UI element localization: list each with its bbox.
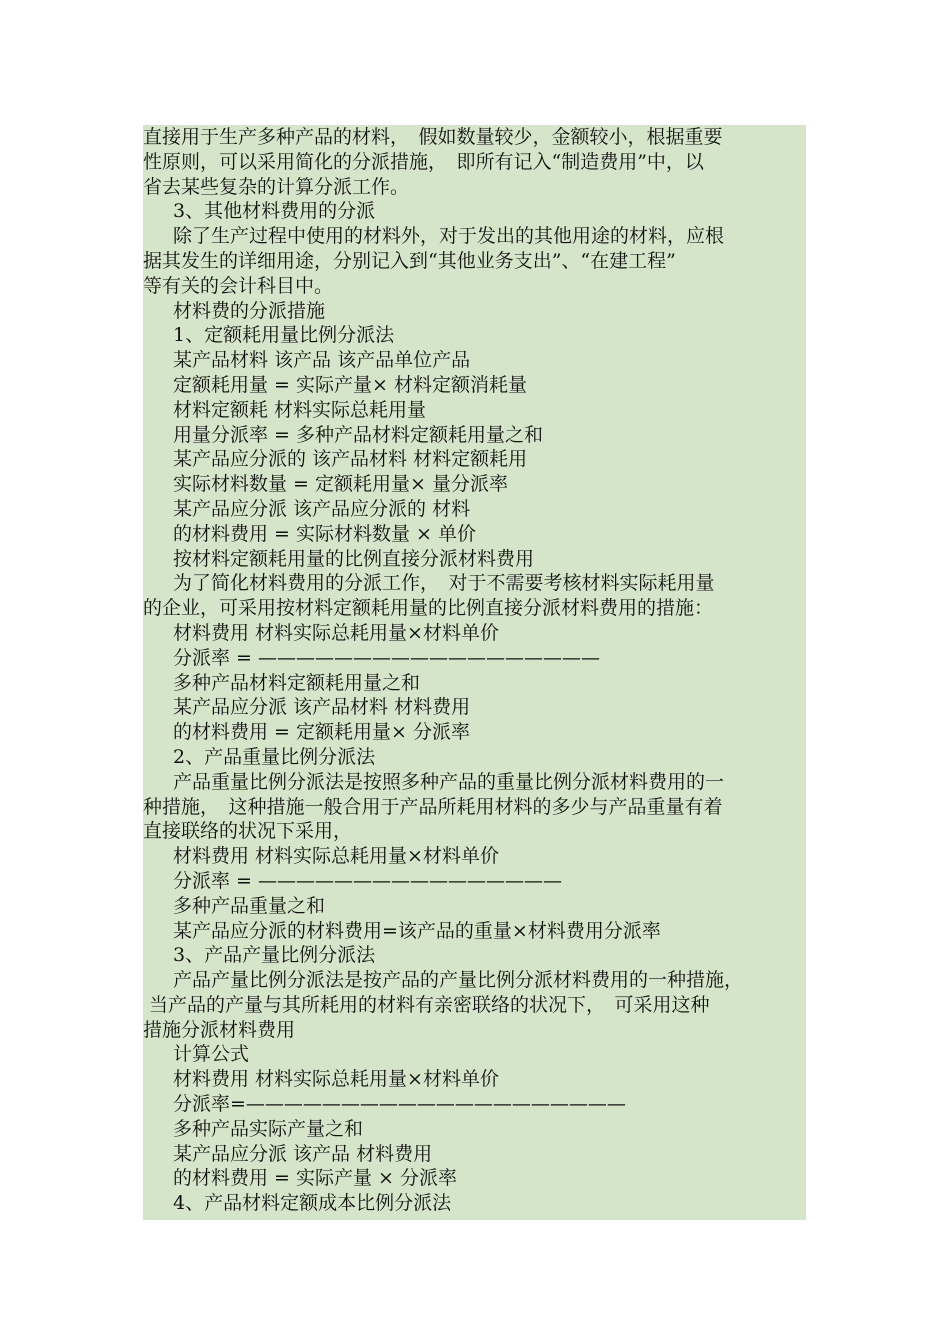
text-line: 定额耗用量 = 实际产量× 材料定额消耗量: [173, 373, 527, 396]
text-line: 为了简化材料费用的分派工作， 对于不需要考核材料实际耗用量: [173, 572, 715, 595]
text-line: 多种产品材料定额耗用量之和: [173, 671, 421, 694]
text-line: 计算公式: [173, 1043, 250, 1066]
text-line: 材料费的分派措施: [173, 299, 326, 322]
text-line: 多种产品实际产量之和: [173, 1117, 364, 1140]
text-line: 分派率 = ——————————————————: [173, 646, 600, 669]
text-line: 材料费用 材料实际总耗用量×材料单价: [173, 845, 499, 868]
text-line: 某产品应分派 该产品材料 材料费用: [173, 696, 471, 719]
text-line: 直接联络的状况下采用，: [143, 820, 353, 843]
text-line: 当产品的产量与其所耗用的材料有亲密联络的状况下， 可采用这种: [143, 993, 710, 1016]
text-line: 种措施， 这种措施一般合用于产品所耗用材料的多少与产品重量有着: [143, 795, 723, 818]
text-line: 3、产品产量比例分派法: [173, 944, 376, 967]
text-line: 的材料费用 = 实际材料数量 × 单价: [173, 522, 476, 545]
text-line: 2、产品重量比例分派法: [173, 745, 376, 768]
text-line: 据其发生的详细用途，分别记入到“其他业务支出”、“在建工程”: [143, 249, 676, 272]
text-line: 的材料费用 = 定额耗用量× 分派率: [173, 721, 470, 744]
text-line: 3、其他材料费用的分派: [173, 200, 376, 223]
text-line: 某产品材料 该产品 该产品单位产品: [173, 349, 471, 372]
text-line: 4、产品材料定额成本比例分派法: [173, 1192, 452, 1215]
text-line: 材料费用 材料实际总耗用量×材料单价: [173, 1068, 499, 1091]
text-line: 实际材料数量 = 定额耗用量× 量分派率: [173, 473, 508, 496]
highlighted-text-block: [143, 125, 806, 1220]
text-line: 产品产量比例分派法是按产品的产量比例分派材料费用的一种措施，: [173, 969, 744, 992]
text-line: 按材料定额耗用量的比例直接分派材料费用: [173, 547, 535, 570]
text-line: 除了生产过程中使用的材料外，对于发出的其他用途的材料，应根: [173, 225, 725, 248]
text-line: 分派率 = ————————————————: [173, 869, 562, 892]
text-line: 用量分派率 = 多种产品材料定额耗用量之和: [173, 423, 544, 446]
text-line: 某产品应分派 该产品 材料费用: [173, 1142, 433, 1165]
text-line: 性原则，可以采用简化的分派措施， 即所有记入“制造费用”中，以: [143, 150, 704, 173]
text-line: 材料费用 材料实际总耗用量×材料单价: [173, 621, 499, 644]
text-line: 1、定额耗用量比例分派法: [173, 324, 395, 347]
text-line: 的材料费用 = 实际产量 × 分派率: [173, 1167, 457, 1190]
text-line: 某产品应分派 该产品应分派的 材料: [173, 497, 471, 520]
text-line: 分派率=————————————————————: [173, 1093, 626, 1116]
text-line: 多种产品重量之和: [173, 894, 326, 917]
text-line: 省去某些复杂的计算分派工作。: [143, 175, 410, 198]
text-line: 某产品应分派的 该产品材料 材料定额耗用: [173, 448, 528, 471]
text-line: 的企业，可采用按材料定额耗用量的比例直接分派材料费用的措施：: [143, 597, 714, 620]
text-line: 等有关的会计科目中。: [143, 274, 334, 297]
text-line: 某产品应分派的材料费用=该产品的重量×材料费用分派率: [173, 919, 661, 942]
text-line: 材料定额耗 材料实际总耗用量: [173, 398, 427, 421]
text-line: 措施分派材料费用: [143, 1018, 296, 1041]
text-line: 产品重量比例分派法是按照多种产品的重量比例分派材料费用的一: [173, 770, 725, 793]
text-line: 直接用于生产多种产品的材料， 假如数量较少，金额较小，根据重要: [143, 126, 723, 148]
